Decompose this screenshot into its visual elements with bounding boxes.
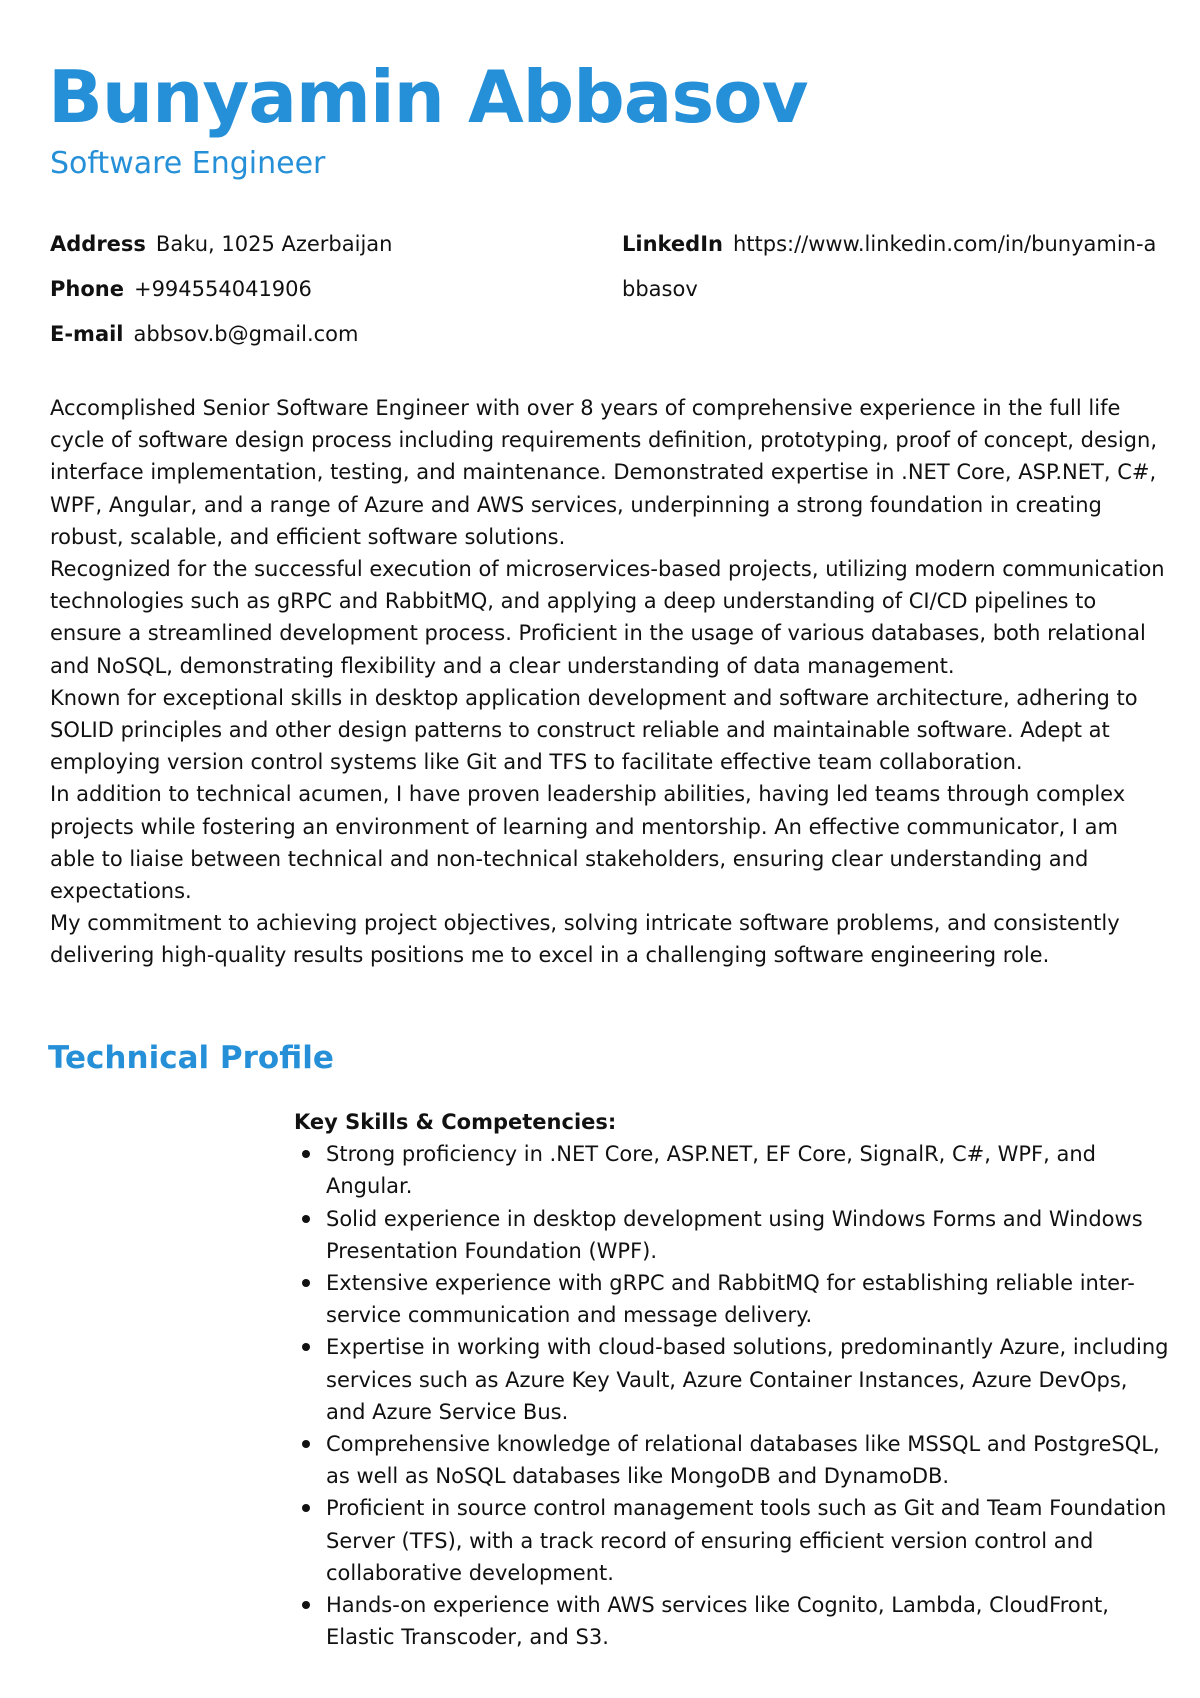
contact-address xyxy=(50,222,610,267)
contact-right-column xyxy=(622,222,1162,312)
phone-value: +994554041906 xyxy=(133,277,312,301)
list-item xyxy=(326,1138,1172,1202)
email-value: abbsov.b@gmail.com xyxy=(133,322,359,346)
summary-paragraph: Recognized for the successful execution of microservices-based projects, utilizing modern communication technologies such as gRPC and RabbitMQ, and applying a deep understanding of CI/CD pipelines to ensure a streamlined development process. Proficient in the usage of various databases, both relational and NoSQL, demonstrating flexibility and a clear understanding of data management. xyxy=(50,557,1165,678)
bullet-icon xyxy=(302,1279,310,1287)
skill-text: Strong proficiency in .NET Core, ASP.NET, EF Core, SignalR, C#, WPF, and Angular. xyxy=(326,1142,1096,1199)
section-title-technical-profile: Technical Profile xyxy=(48,1040,334,1076)
phone-label: Phone xyxy=(50,277,124,301)
skill-text: Extensive experience with gRPC and RabbitMQ for establishing reliable inter-service communication and message delivery. xyxy=(326,1271,1135,1328)
list-item xyxy=(326,1203,1172,1267)
skill-text: Hands-on experience with AWS services like Cognito, Lambda, CloudFront, Elastic Transcoder, and S3. xyxy=(326,1593,1109,1650)
linkedin-label: LinkedIn xyxy=(622,232,723,256)
bullet-icon xyxy=(302,1343,310,1351)
contact-linkedin xyxy=(622,222,1162,312)
bullet-icon xyxy=(302,1440,310,1448)
contact-left-column xyxy=(50,222,610,357)
summary-paragraph: Known for exceptional skills in desktop application development and software architecture, adhering to SOLID principles and other design patterns to construct reliable and maintainable software. Adept at employing version control systems like Git and TFS to facilitate effective team collaboration. xyxy=(50,685,1138,775)
summary-paragraph: Accomplished Senior Software Engineer with over 8 years of comprehensive experience in the full life cycle of software design process including requirements definition, prototyping, proof of concept, design, interface implementation, testing, and maintenance. Demonstrated expertise in .NET Core, ASP.NET, C#, WPF, Angular, and a range of Azure and AWS services, underpinning a strong foundation in creating robust, scalable, and efficient software solutions. xyxy=(50,396,1158,549)
contact-phone xyxy=(50,267,610,312)
skill-text: Proficient in source control management tools such as Git and Team Foundation Server (TFS), with a track record of ensuring efficient version control and collaborative development. xyxy=(326,1496,1167,1585)
skill-text: Expertise in working with cloud-based solutions, predominantly Azure, including services such as Azure Key Vault, Azure Container Instances, Azure DevOps, and Azure Service Bus. xyxy=(326,1335,1169,1424)
key-skills-block xyxy=(292,1106,1172,1653)
list-item xyxy=(326,1428,1172,1492)
skills-list xyxy=(292,1138,1172,1653)
linkedin-value[interactable]: https://www.linkedin.com/in/bunyamin-abbasov xyxy=(622,232,1157,301)
list-item xyxy=(326,1589,1172,1653)
list-item xyxy=(326,1492,1172,1589)
job-title: Software Engineer xyxy=(50,146,326,181)
professional-summary xyxy=(50,392,1168,972)
skill-text: Comprehensive knowledge of relational databases like MSSQL and PostgreSQL, as well as NoSQL databases like MongoDB and DynamoDB. xyxy=(326,1432,1160,1489)
address-value: Baku, 1025 Azerbaijan xyxy=(155,232,393,256)
summary-paragraph: My commitment to achieving project objectives, solving intricate software problems, and consistently delivering high-quality results positions me to excel in a challenging software engineering role. xyxy=(50,911,1120,968)
contact-email xyxy=(50,312,610,357)
list-item xyxy=(326,1331,1172,1428)
address-label: Address xyxy=(50,232,146,256)
bullet-icon xyxy=(302,1215,310,1223)
summary-paragraph: In addition to technical acumen, I have proven leadership abilities, having led teams through complex projects while fostering an environment of learning and mentorship. An effective communicator, I am able to liaise between technical and non-technical stakeholders, ensuring clear understanding and expectations. xyxy=(50,782,1126,904)
list-item xyxy=(326,1267,1172,1331)
bullet-icon xyxy=(302,1601,310,1609)
skills-heading: Key Skills & Competencies: xyxy=(294,1110,617,1134)
bullet-icon xyxy=(302,1150,310,1158)
email-label: E-mail xyxy=(50,322,124,346)
bullet-icon xyxy=(302,1504,310,1512)
skill-text: Solid experience in desktop development using Windows Forms and Windows Presentation Foundation (WPF). xyxy=(326,1206,1143,1263)
resume-name: Bunyamin Abbasov xyxy=(48,55,808,139)
